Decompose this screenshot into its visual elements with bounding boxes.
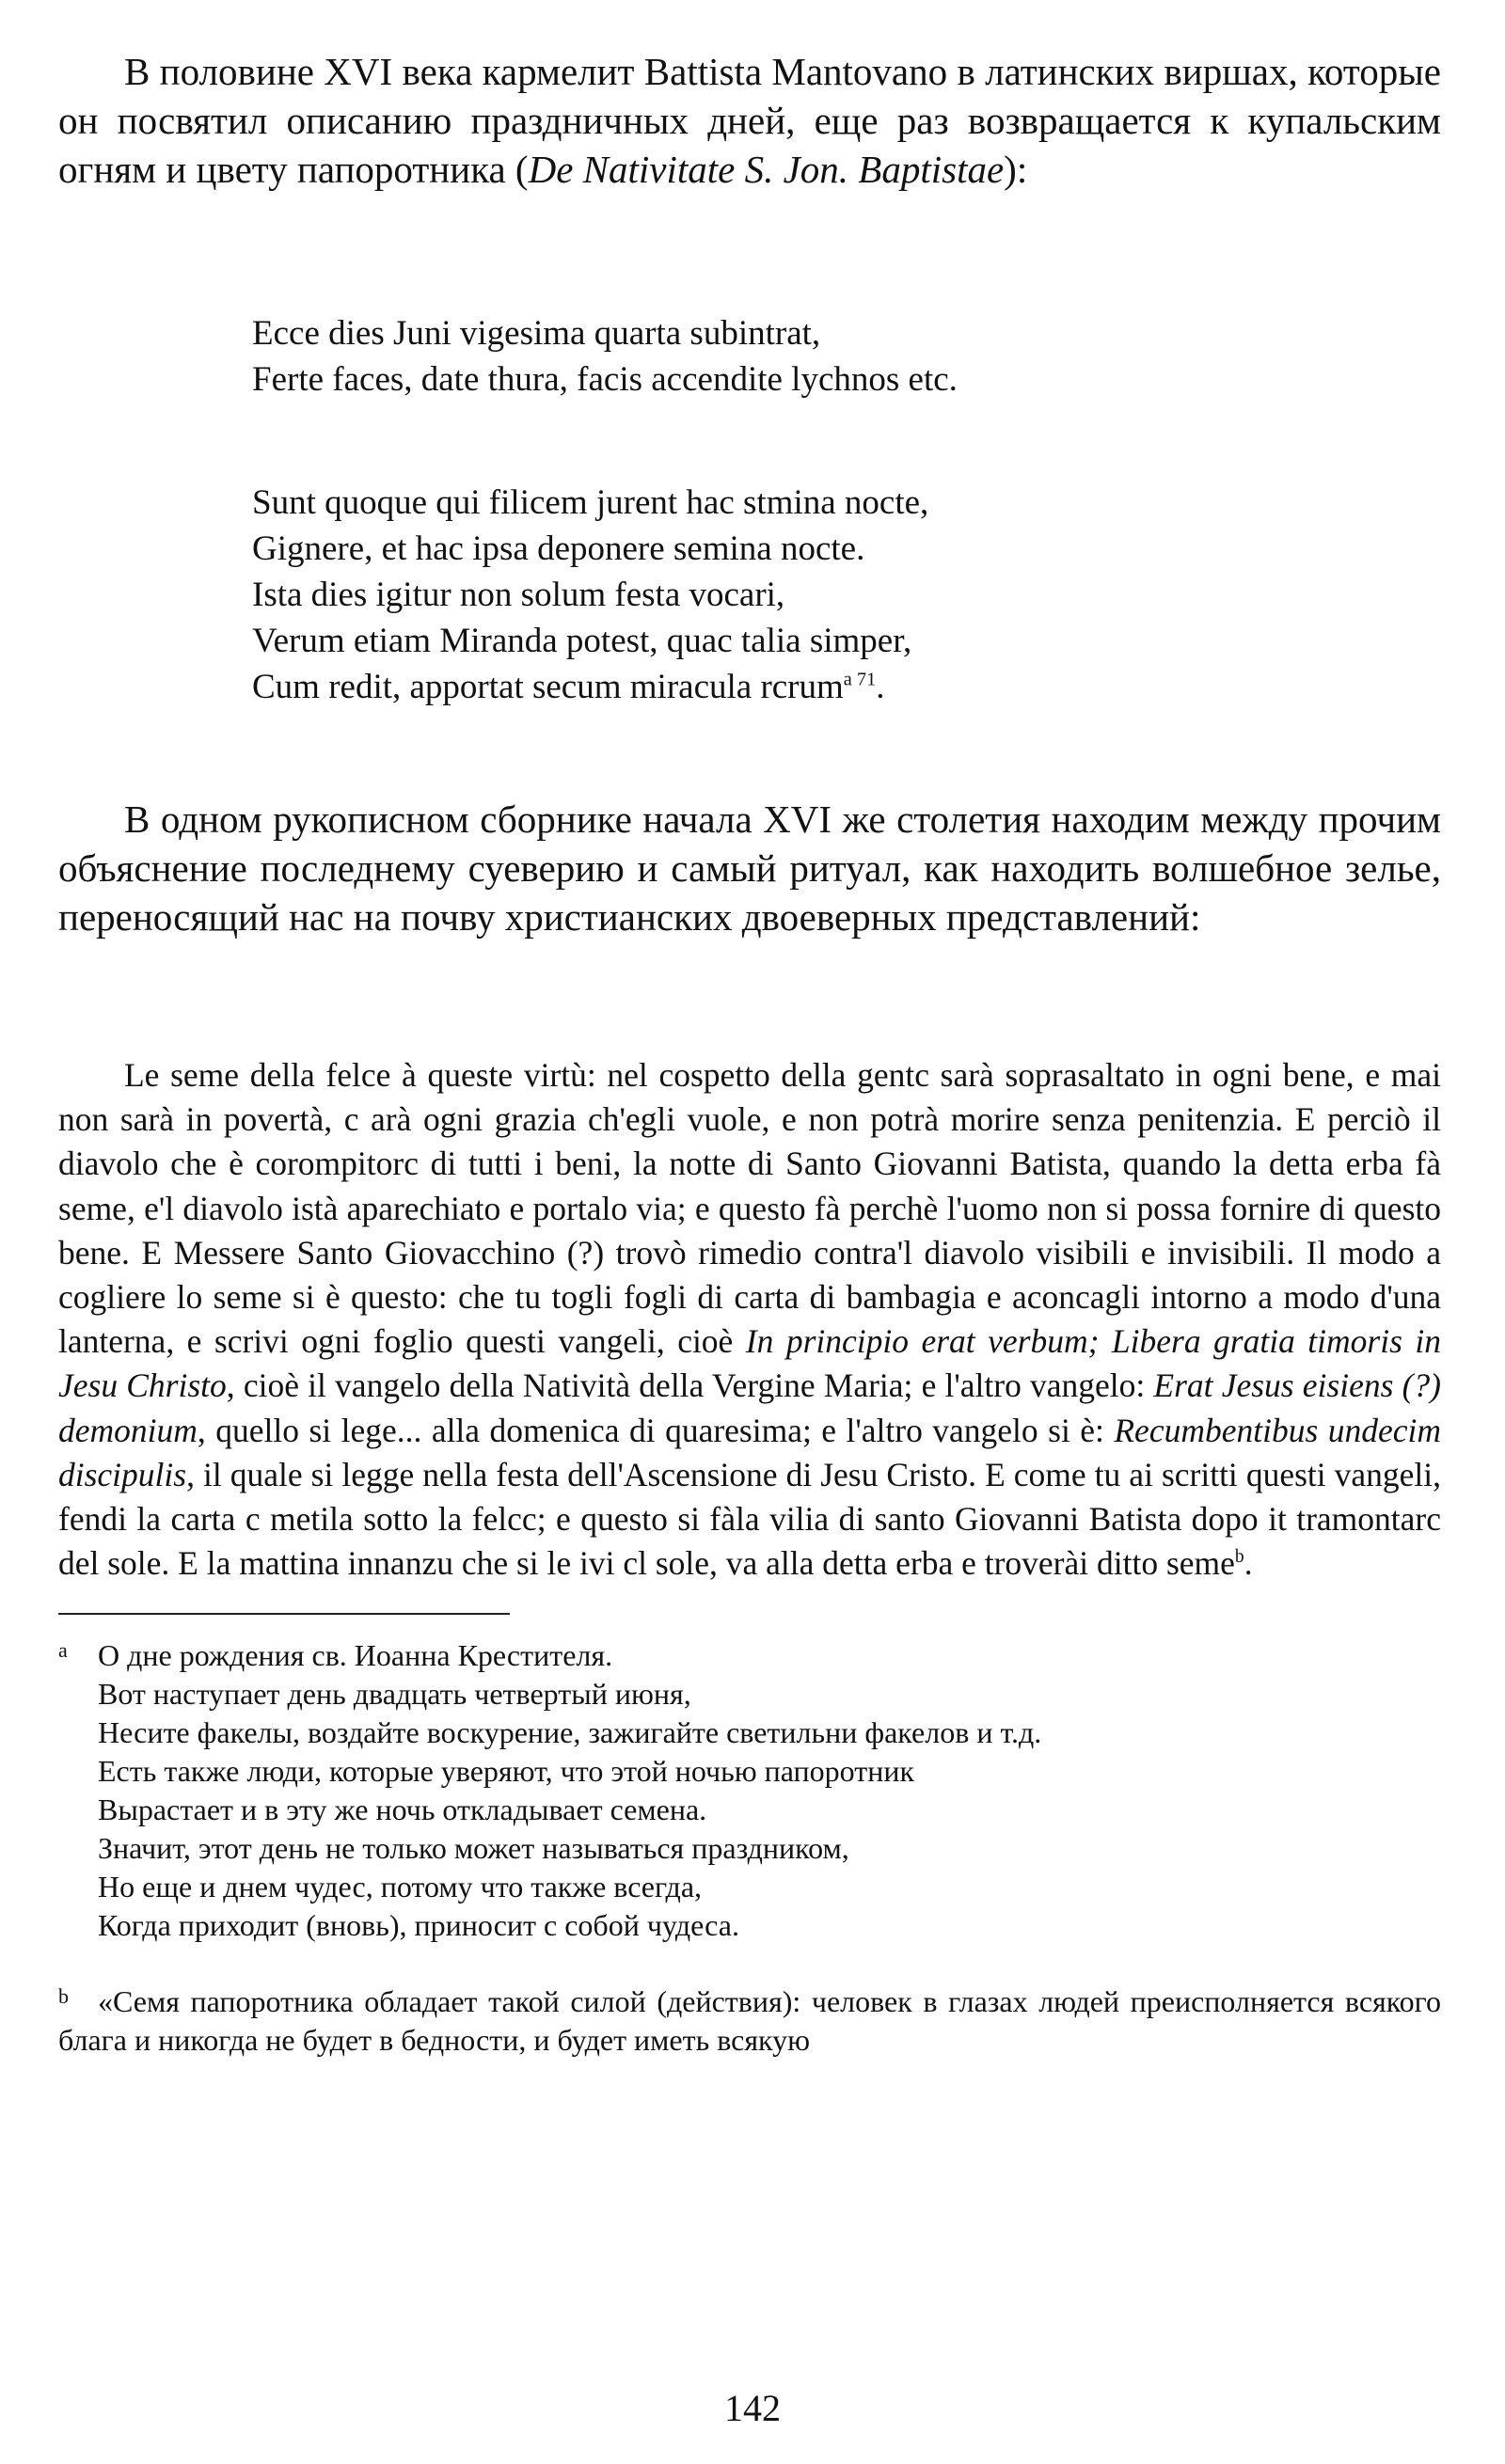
footnote-ref: b: [1234, 1547, 1244, 1568]
verse-line-last: [252, 664, 928, 710]
footnote-b: [58, 1982, 1441, 2060]
footnote-line: Вырастает и в эту же ночь откладывает семена.: [98, 1793, 707, 1826]
footnote-mark: b: [58, 1984, 69, 2008]
manuscript-paragraph: В одном рукописном сборнике начала XVI же столетия находим между прочим объяснение последнему суеверию и самый ритуал, как находить волшебное зелье, переносящий нас на почву христианских двоеверных представлений:: [58, 798, 1441, 939]
page-number: 142: [724, 2387, 781, 2429]
footnote-line: Несите факелы, воздайте воскурение, зажигайте светильни факелов и т.д.: [98, 1715, 1042, 1749]
footnote-a: [58, 1636, 1441, 1945]
quote-italic: In principio erat verbum; Libera gratia timoris in Jesu Christo: [58, 1322, 1441, 1405]
quote-text: , cioè il vangelo della Natività della Vergine Maria; e l'altro vangelo:: [226, 1366, 1154, 1405]
footnote-line: Но еще и днем чудес, потому что также всегда,: [98, 1870, 703, 1903]
footnote-line: Вот наступает день двадцать четвертый июня,: [98, 1677, 691, 1711]
footnote-divider: [58, 1613, 510, 1615]
verse-line: Ecce dies Juni vigesima quarta subintrat,: [252, 314, 821, 353]
quote-italic: Erat Jesus eisiens (?) demonium: [58, 1366, 1441, 1449]
verse-line: Sunt quoque qui filicem jurent hac stmina nocte,: [252, 483, 929, 522]
footnote-ref: a 71: [843, 669, 877, 690]
intro-paragraph: [58, 47, 1441, 194]
footnote-text: О дне рождения св. Иоанна Крестителя.: [98, 1638, 613, 1672]
intro-text: В половине XVI века кармелит Battista Mantovano в латинских виршах, которые он посвятил описанию праздничных дней, еще раз возвращается к купальским огням и цвету папоротника (: [58, 50, 1441, 191]
quote-end: .: [1244, 1544, 1253, 1583]
footnote-line: Когда приходит (вновь), приносит с собой чудеса.: [98, 1908, 739, 1942]
verse-line: Ista dies igitur non solum festa vocari,: [252, 576, 785, 614]
verse-line: Verum etiam Miranda potest, quac talia simper,: [252, 622, 912, 660]
verse-line: Gignere, et hac ipsa deponere semina nocte.: [252, 529, 865, 568]
latin-verse-2: [252, 480, 928, 710]
latin-title: De Nativitate S. Jon. Baptistae: [528, 148, 1005, 191]
quote-text: Le seme della felce à queste virtù: nel cospetto della gentc sarà soprasaltato in ogni bene, e mai non sarà in povertà, c arà ogni grazia ch'egli vuole, e non potrà morire senza penitenzia. E perciò il diavolo che è corompitorc di tutti i beni, la notte di Santo Giovanni Batista, quando la detta erba fà seme, e'l diavolo istà aparechiato e portalo via; e questo fà perchè l'uomo non si possa fornire di questo bene. E Messere Santo Giovacchino (?) trovò rimedio contra'l diavolo visibili e invisibili. Il modo a cogliere lo seme si è questo: che tu togli fogli di carta di bambagia e aconcagli intorno a modo d'una lanterna, e scrivi ogni foglio questi vangeli, cioè: [58, 1056, 1441, 1361]
intro-end: ):: [1004, 148, 1028, 191]
quote-text: , quello si lege... alla domenica di quaresima; e l'altro vangelo si è:: [197, 1411, 1115, 1449]
verse-end: .: [876, 668, 885, 706]
footnote-line: [58, 1636, 1441, 1675]
italian-quote: [58, 1053, 1441, 1586]
footnote-mark: a: [58, 1638, 68, 1662]
verse-line: Ferte faces, date thura, facis accendite lychnos etc.: [252, 360, 958, 399]
footnote-text: «Семя папоротника обладает такой силой (действия): человек в глазах людей преисполняется всякого блага и никогда не будет в бедности, и будет иметь всякую: [58, 1984, 1441, 2057]
verse-text: Cum redit, apportat secum miracula rcrum: [252, 668, 844, 706]
latin-verse-1: [252, 310, 958, 403]
quote-text: , il quale si legge nella festa dell'Ascensione di Jesu Cristo. E come tu ai scritti questi vangeli, fendi la carta c metila sotto la felcc; e questo si fàla vilia di santo Giovanni Batista dopo it tramontarc del sole. E la mattina innanzu che si le ivi cl sole, va alla detta erba e troverài ditto seme: [58, 1455, 1441, 1583]
quote-italic: Recumbentibus undecim discipulis: [58, 1411, 1441, 1493]
footnote-line: Есть также люди, которые уверяют, что этой ночью папоротник: [98, 1754, 915, 1788]
footnote-line: Значит, этот день не только может называться праздником,: [98, 1831, 849, 1865]
